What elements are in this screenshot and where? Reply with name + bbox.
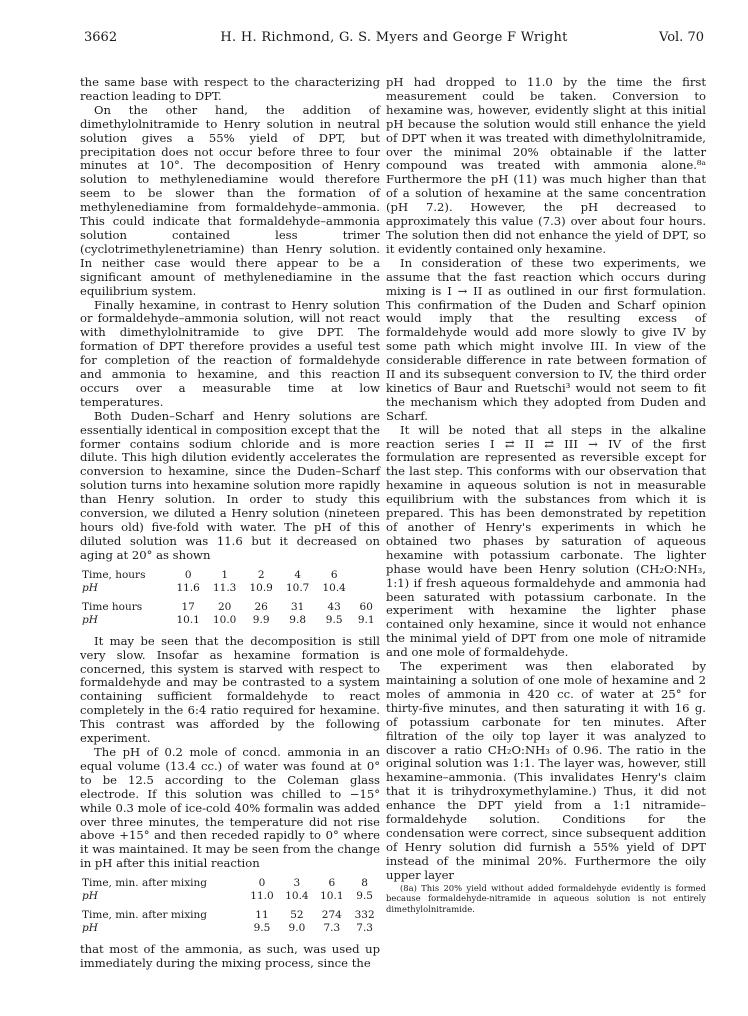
table-cell: 10.1 bbox=[176, 613, 200, 626]
table-cell: 7.3 bbox=[356, 922, 373, 935]
table-cell: 10.0 bbox=[212, 613, 237, 626]
table-cell: 7.3 bbox=[323, 922, 341, 935]
table-row bbox=[80, 890, 380, 903]
table-row bbox=[80, 877, 380, 890]
paragraph: The experiment was then elaborated by maintaining a solution of one mole of hexamine and 2 moles of ammonia in 420 cc. of water at 25° for thirty-five minutes, and then saturating it with 16 g. of potassium carbonate for ten minutes. After filtration of the oily top layer it was analyzed to discover a ratio CH₂O:NH₃ of 0.96. The ratio in the original solution was 1:1. The layer was, however, still hexamine–ammonia. (This invalidates Henry's claim that it is trihydroxymethylamine.) Thus, it did not enhance the DPT yield from a 1:1 nitramide–formaldehyde solution. Conditions for the condensation were correct, since subsequent addition of Henry solution did furnish a 55% yield of DPT instead of the minimal 20%. Furthermore the oily upper layer bbox=[386, 659, 706, 882]
paragraph: In consideration of these two experiments, we assume that the fast reaction which occurs during mixing is I → II as outlined in our first formulation. This confirmation of the Duden and Scharf opinion would imply that the resulting excess of formaldehyde would add more slowly to give IV by some path which might involve III. In view of the considerable difference in rate between formation of II and its subsequent conversion to IV, the third order kinetics of Baur and Ruetschi³ would not seem to fit the mechanism which they adopted from Duden and Scharf. bbox=[386, 255, 706, 423]
paragraph: It may be seen that the decomposition is still very slow. Insofar as hexamine formation is concerned, this system is starved with respect to formaldehyde and may be contrasted to a system containing sufficient formaldehyde to react completely in the 6:4 ratio required for hexamine. This contrast was afforded by the following experiment. bbox=[80, 633, 380, 746]
volume-label: Vol. 70 bbox=[659, 30, 704, 45]
table-cell: 2 bbox=[257, 568, 265, 581]
row-label: Time, min. after mixing bbox=[82, 877, 207, 890]
table-cell: 9.5 bbox=[356, 890, 373, 903]
row-label: pH bbox=[82, 922, 98, 935]
row-label: Time hours bbox=[82, 600, 143, 613]
row-label: pH bbox=[82, 581, 98, 594]
table-cell: 52 bbox=[290, 909, 304, 922]
table-cell: 9.1 bbox=[357, 613, 375, 626]
table-row bbox=[80, 903, 380, 922]
table-cell: 3 bbox=[293, 877, 301, 890]
table-cell: 11.6 bbox=[176, 581, 200, 594]
right-column bbox=[386, 76, 706, 914]
table-cell: 1 bbox=[221, 568, 228, 581]
row-label: Time, min. after mixing bbox=[82, 909, 207, 922]
paragraph: Finally hexamine, in contrast to Henry solution or formaldehyde–ammonia solution, will not react with dimethylolnitramide to give DPT. The formation of DPT therefore provides a useful test for completion of the reaction of formaldehyde and ammonia to hexamine, and this reaction occurs over a measurable time at low temperatures. bbox=[80, 297, 380, 409]
row-label: Time, hours bbox=[82, 568, 146, 581]
table-cell: 60 bbox=[359, 600, 373, 613]
table-cell: 332 bbox=[354, 909, 375, 922]
table-cell: 17 bbox=[181, 600, 195, 613]
paragraph: Both Duden–Scharf and Henry solutions are essentially identical in composition except that the former contains sodium chloride and is more dilute. This high dilution evidently accelerates the conversion to hexamine, since the Duden–Scharf solution turns into hexamine solution more rapidly than Henry solution. In order to study this conversion, we diluted a Henry solution (nineteen hours old) five-fold with water. The pH of this diluted solution was 11.6 but it decreased on aging at 20° as shown bbox=[80, 408, 380, 562]
footnote: (8a) This 20% yield without added formaldehyde evidently is formed because formaldehyde-nitramide in aqueous solution is not entirely dimethylolnitramide. bbox=[386, 882, 706, 914]
ph-mixing-table bbox=[80, 877, 380, 935]
table-cell: 10.9 bbox=[249, 581, 273, 594]
table-cell: 10.4 bbox=[285, 890, 309, 903]
table-cell: 31 bbox=[290, 600, 305, 613]
table-row bbox=[80, 614, 380, 627]
table-cell: 10.4 bbox=[322, 581, 346, 594]
page-number: 3662 bbox=[84, 30, 118, 45]
table-cell: 11 bbox=[255, 909, 269, 922]
table-cell: 6 bbox=[330, 568, 338, 581]
paragraph: The pH of 0.2 mole of concd. ammonia in an equal volume (13.4 cc.) of water was found at 0° to be 12.5 according to the Coleman glass electrode. If this solution was chilled to −15° while 0.3 mole of ice-cold 40% formalin was added over three minutes, the temperature did not rise above +15° and then receded rapidly to 0° where it was maintained. It may be seen from the change in pH after this initial reaction bbox=[80, 744, 380, 871]
table-cell: 11.0 bbox=[250, 890, 274, 903]
table-row bbox=[80, 595, 380, 614]
paragraph: that most of the ammonia, as such, was used up immediately during the mixing process, since the bbox=[80, 942, 380, 971]
paragraph: It will be noted that all steps in the alkaline reaction series I ⇄ II ⇄ III → IV of the first formulation are represented as reversible except for the last step. This conforms with our observation that hexamine in aqueous solution is not in measurable equilibrium with the substances from which it is prepared. This has been demonstrated by repetition of another of Henry's experiments in which he obtained two phases by saturation of aqueous hexamine with potassium carbonate. The lighter phase would have been Henry solution (CH₂O:NH₃, 1:1) if fresh aqueous formaldehyde and ammonia had been saturated with potassium carbonate. In the experiment with hexamine the lighter phase contained only hexamine, since it would not enhance the minimal yield of DPT from one mole of nitramide and one mole of formaldehyde. bbox=[386, 422, 706, 660]
table-cell: 8 bbox=[361, 877, 368, 890]
paragraph: the same base with respect to the characterizing reaction leading to DPT. bbox=[80, 75, 380, 103]
table-cell: 274 bbox=[321, 909, 342, 922]
table-cell: 0 bbox=[258, 877, 266, 890]
table-cell: 0 bbox=[184, 568, 192, 581]
table-cell: 9.0 bbox=[288, 922, 306, 935]
table-row bbox=[80, 569, 380, 582]
table-cell: 10.7 bbox=[285, 581, 310, 594]
ph-aging-table bbox=[80, 569, 380, 627]
row-label: pH bbox=[82, 613, 98, 626]
table-cell: 9.8 bbox=[289, 613, 306, 626]
table-row bbox=[80, 922, 380, 935]
table-cell: 9.5 bbox=[253, 922, 271, 935]
table-cell: 20 bbox=[217, 600, 232, 613]
table-row bbox=[80, 582, 380, 595]
left-column bbox=[80, 76, 380, 971]
table-cell: 43 bbox=[327, 600, 341, 613]
table-cell: 26 bbox=[254, 600, 268, 613]
table-cell bbox=[352, 569, 380, 582]
table-cell: 10.1 bbox=[320, 890, 344, 903]
table-cell bbox=[352, 582, 380, 595]
running-title: H. H. Richmond, G. S. Myers and George F Wright bbox=[220, 30, 568, 45]
running-header bbox=[84, 30, 704, 50]
paragraph: On the other hand, the addition of dimethylolnitramide to Henry solution in neutral solution gives a 55% yield of DPT, but precipitation does not occur before three to four minutes at 10°. The decomposition of Henry solution to methylenediamine would therefore seem to be slower than the formation of methylenediamine from formaldehyde–ammonia. This could indicate that formaldehyde–ammonia solution contained less trimer (cyclotrimethylenetriamine) than Henry solution. In neither case would there appear to be a significant amount of methylenediamine in the equilibrium system. bbox=[80, 102, 380, 298]
table-cell: 4 bbox=[294, 568, 301, 581]
row-label: pH bbox=[82, 890, 98, 903]
table-cell: 6 bbox=[328, 877, 336, 890]
paragraph: pH had dropped to 11.0 by the time the first measurement could be taken. Conversion to hexamine was, however, evidently slight at this initial pH because the solution would still enhance the yield of DPT when it was treated with dimethylolnitramide, over the minimal 20% obtainable if the latter compound was treated with ammonia alone.⁸ᵃ Furthermore the pH (11) was much higher than that of a solution of hexamine at the same concentration (pH 7.2). However, the pH decreased to approximately this value (7.3) over about four hours. The solution then did not enhance the yield of DPT, so it evidently contained only hexamine. bbox=[386, 75, 706, 256]
table-cell: 11.3 bbox=[212, 581, 237, 594]
table-cell: 9.9 bbox=[252, 613, 270, 626]
table-cell: 9.5 bbox=[325, 613, 343, 626]
